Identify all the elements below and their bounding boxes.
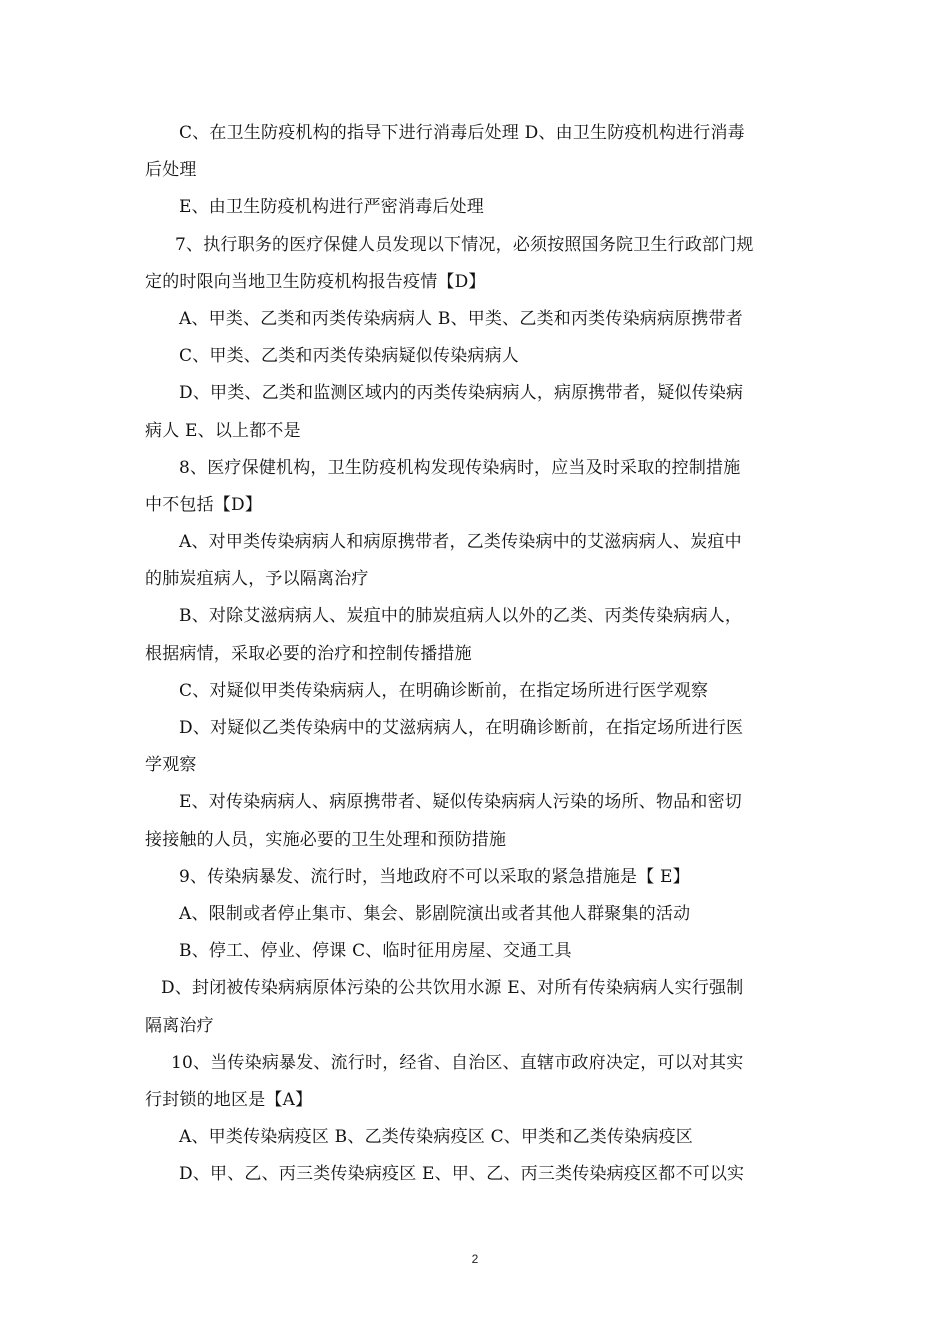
text-line: 后处理 <box>145 160 197 181</box>
text-line: 学观察 <box>145 755 197 776</box>
text-line: C、在卫生防疫机构的指导下进行消毒后处理 D、由卫生防疫机构进行消毒 <box>179 123 745 143</box>
text-line: 隔离治疗 <box>145 1015 214 1036</box>
option-line: A、对甲类传染病病人和病原携带者，乙类传染病中的艾滋病病人、炭疽中 <box>179 532 742 553</box>
text-line: 中不包括【D】 <box>145 494 263 515</box>
page-number: 2 <box>471 1252 479 1266</box>
document-body <box>145 115 810 1193</box>
question-8-line: 8、医疗保健机构，卫生防疫机构发现传染病时，应当及时采取的控制措施 <box>179 457 741 478</box>
question-7-line: 7、执行职务的医疗保健人员发现以下情况，必须按照国务院卫生行政部门规 <box>175 234 754 255</box>
option-line: D、对疑似乙类传染病中的艾滋病病人，在明确诊断前，在指定场所进行医 <box>179 718 744 738</box>
option-line: A、限制或者停止集市、集会、影剧院演出或者其他人群聚集的活动 <box>179 903 691 924</box>
option-line: A、甲类、乙类和丙类传染病病人 B、甲类、乙类和丙类传染病病原携带者 <box>179 308 743 329</box>
option-line: B、停工、停业、停课 C、临时征用房屋、交通工具 <box>179 941 572 962</box>
option-line: D、甲、乙、丙三类传染病疫区 E、甲、乙、丙三类传染病疫区都不可以实 <box>179 1164 745 1185</box>
option-line: C、甲类、乙类和丙类传染病疑似传染病病人 <box>179 346 520 367</box>
text-line: 根据病情，采取必要的治疗和控制传播措施 <box>145 643 472 664</box>
text-line: 行封锁的地区是【A】 <box>145 1089 313 1110</box>
option-line: E、对传染病病人、病原携带者、疑似传染病病人污染的场所、物品和密切 <box>179 792 743 813</box>
question-9-line: 9、传染病暴发、流行时，当地政府不可以采取的紧急措施是【 E】 <box>179 866 690 887</box>
option-line: D、封闭被传染病病原体污染的公共饮用水源 E、对所有传染病病人实行强制 <box>161 978 744 999</box>
option-line: C、对疑似甲类传染病病人，在明确诊断前，在指定场所进行医学观察 <box>179 680 709 701</box>
option-line: B、对除艾滋病病人、炭疽中的肺炭疽病人以外的乙类、丙类传染病病人， <box>179 606 743 627</box>
option-line: A、甲类传染病疫区 B、乙类传染病疫区 C、甲类和乙类传染病疫区 <box>179 1127 693 1148</box>
text-line: 病人 E、以上都不是 <box>145 420 301 441</box>
option-line: D、甲类、乙类和监测区域内的丙类传染病病人，病原携带者，疑似传染病 <box>179 383 744 404</box>
text-line: E、由卫生防疫机构进行严密消毒后处理 <box>179 197 485 218</box>
text-line: 定的时限向当地卫生防疫机构报告疫情【D】 <box>145 271 486 292</box>
text-line: 的肺炭疽病人，予以隔离治疗 <box>145 569 369 590</box>
question-10-line: 10、当传染病暴发、流行时，经省、自治区、直辖市政府决定，可以对其实 <box>171 1052 744 1073</box>
text-line: 接接触的人员，实施必要的卫生处理和预防措施 <box>145 829 507 850</box>
